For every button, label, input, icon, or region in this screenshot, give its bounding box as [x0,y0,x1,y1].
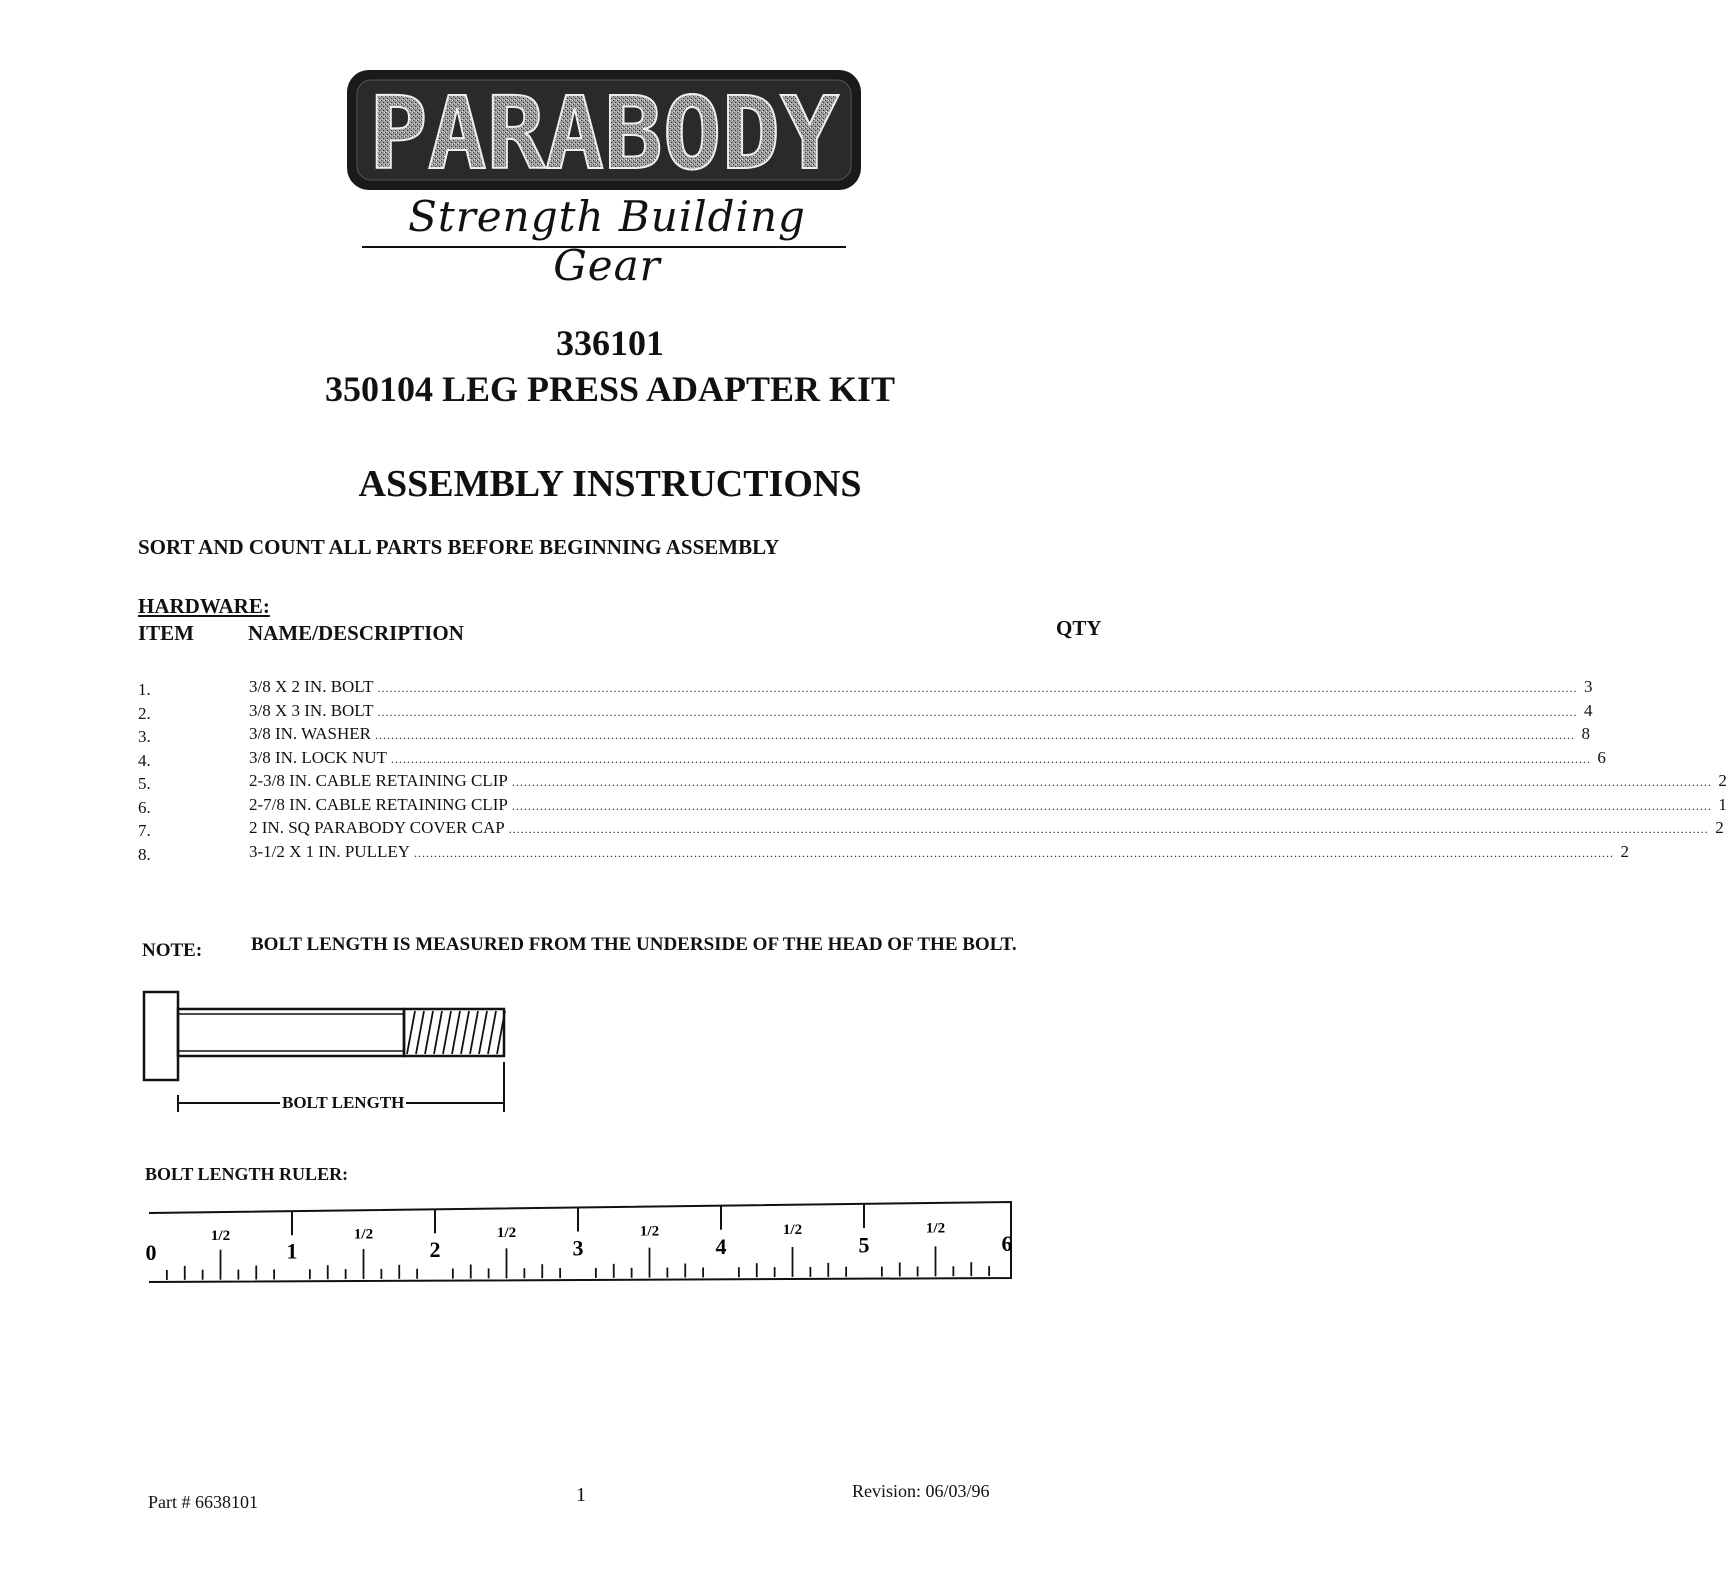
item-qty: 2 [1718,771,1727,790]
leader-dots: ............................................................................................................................................................................................................................................................................................................ [377,681,1578,695]
item-name: 3/8 X 2 IN. BOLT [249,677,374,696]
parabody-logo [345,68,863,192]
item-qty: 6 [1597,747,1606,767]
ruler-inch-label: 3 [572,1235,584,1261]
ruler-half-label: 1/2 [210,1228,231,1244]
item-number: 6. [138,797,151,817]
item-name: 3-1/2 X 1 IN. PULLEY [249,841,411,861]
list-item [138,747,1606,772]
footer-revision: Revision: 06/03/96 [852,1481,990,1501]
document-heading: ASSEMBLY INSTRUCTIONS [358,463,862,505]
ruler-inch-label: 2 [429,1237,441,1262]
leader-dots: ............................................................................................................................................................................................................................................................................................................ [377,704,1578,719]
ruler-inch-label: 1 [286,1238,298,1264]
item-number: 8. [138,844,151,864]
bolt-length-ruler [140,1198,1020,1290]
note-label: NOTE: [142,940,203,961]
item-name: 2-7/8 IN. CABLE RETAINING CLIP [249,794,508,814]
ruler-half-label: 1/2 [496,1225,517,1241]
list-item [138,677,1593,701]
ruler-inch-label: 6 [1001,1231,1013,1256]
kit-number: 336101 [556,323,664,363]
list-item [138,841,1630,866]
item-qty: 1 [1718,794,1727,814]
list-item [138,700,1593,725]
ruler-inch-label: 5 [858,1232,870,1258]
leader-dots: ............................................................................................................................................................................................................................................................................................................ [414,845,1615,860]
item-qty: 4 [1584,700,1593,720]
leader-dots: ............................................................................................................................................................................................................................................................................................................ [511,775,1712,789]
column-qty-header: QTY [1056,616,1102,640]
footer-part-number: Part # 6638101 [148,1492,258,1512]
item-number: 7. [138,821,151,840]
item-name: 2-3/8 IN. CABLE RETAINING CLIP [249,771,508,790]
ruler-inch-label: 4 [715,1234,727,1259]
item-qty: 2 [1715,818,1724,837]
leader-dots: ............................................................................................................................................................................................................................................................................................................ [375,728,1575,742]
logo-brand-text: PARABODY [369,75,839,192]
list-item [138,794,1727,819]
ruler-half-label: 1/2 [925,1220,946,1237]
ruler-inch-label: 0 [145,1240,157,1265]
list-item [138,771,1727,795]
ruler-half-label: 1/2 [353,1226,374,1243]
ruler-half-label: 1/2 [639,1223,660,1240]
bolt-shank [178,1009,404,1056]
item-number: 3. [138,727,151,746]
item-qty: 3 [1584,677,1593,696]
item-qty: 2 [1620,841,1630,861]
ruler-half-label: 1/2 [782,1222,803,1238]
column-item-header: ITEM [138,621,195,645]
footer-page-number: 1 [576,1484,586,1506]
tagline-underline [362,246,846,248]
list-item [138,724,1590,748]
column-name-header: NAME/DESCRIPTION [248,621,464,645]
logo-tagline: Strength Building Gear [408,192,806,290]
item-qty: 8 [1581,724,1590,743]
thread-lines [407,1011,505,1054]
hardware-title: HARDWARE: [138,594,270,618]
sort-note: SORT AND COUNT ALL PARTS BEFORE BEGINNING ASSEMBLY [138,535,780,559]
ruler-title: BOLT LENGTH RULER: [145,1164,349,1184]
leader-dots: ............................................................................................................................................................................................................................................................................................................ [390,751,1591,766]
hardware-list [138,677,1727,865]
item-number: 1. [138,680,151,699]
leader-dots: ............................................................................................................................................................................................................................................................................................................ [508,822,1709,836]
item-name: 3/8 X 3 IN. BOLT [249,700,374,720]
item-number: 4. [138,750,151,770]
list-item [138,818,1724,842]
bolt-length-label: BOLT LENGTH [282,1093,405,1112]
item-name: 2 IN. SQ PARABODY COVER CAP [249,818,505,837]
item-name: 3/8 IN. LOCK NUT [249,747,387,767]
item-name: 3/8 IN. WASHER [249,724,371,743]
item-number: 2. [138,703,151,723]
bolt-head [144,992,178,1080]
item-number: 5. [138,774,151,793]
kit-title: 350104 LEG PRESS ADAPTER KIT [324,369,896,409]
note-text: BOLT LENGTH IS MEASURED FROM THE UNDERSIDE OF THE HEAD OF THE BOLT. [251,934,1017,955]
leader-dots: ............................................................................................................................................................................................................................................................................................................ [511,798,1712,813]
